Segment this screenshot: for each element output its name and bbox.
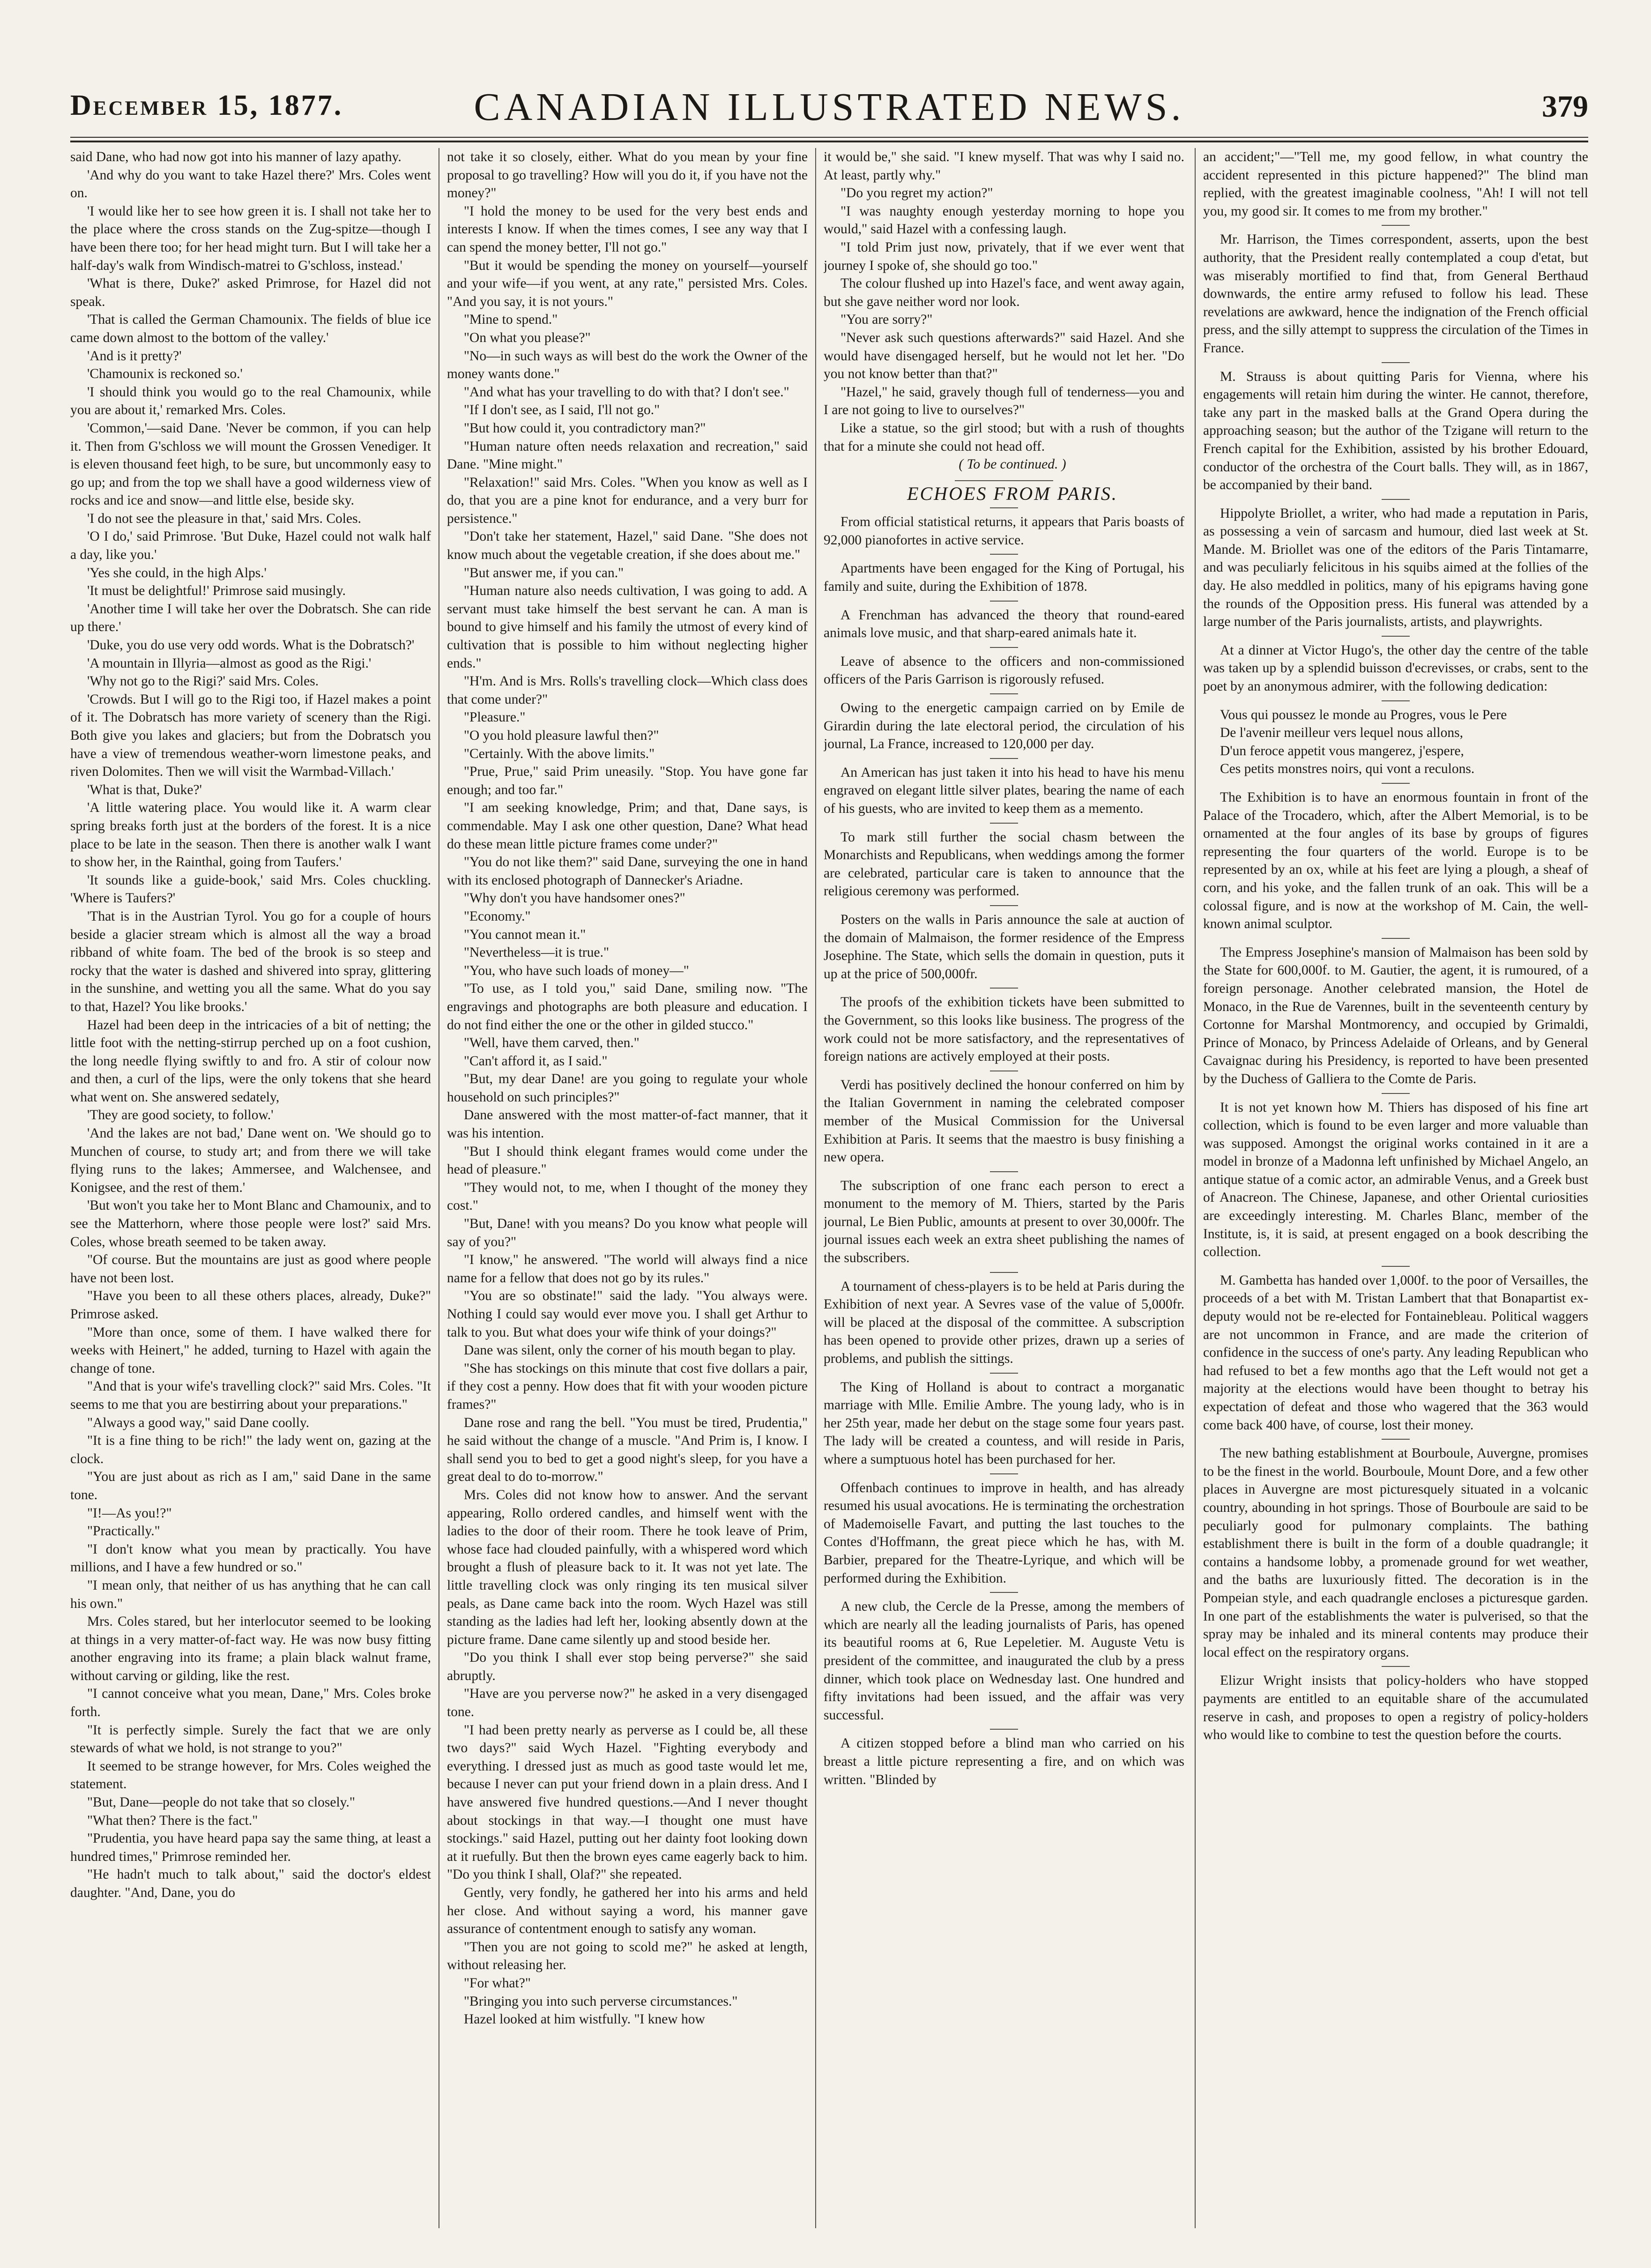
item-separator xyxy=(1382,499,1410,500)
paragraph: Dane answered with the most matter-of-fact manner, that it was his intention. xyxy=(447,1108,808,1141)
paragraph: It is not yet known how M. Thiers has disposed of his fine art collection, which is found to be even larger and more valuable than was supposed. Amongst the original works contained in it are a model in bronze of a Madonna left unfinished by Michael Angelo, an antique statue of a comic actor, an admirable Venus, and a Greek bust of Anacreon. The Chinese, Japanese, and other Oriental curiosities are exceedingly interesting. M. Charles Blanc, member of the Institute, is, it is said, at present engaged on a book describing the collection. xyxy=(1203,1100,1588,1260)
paragraph: De l'avenir meilleur vers lequel nous allons, xyxy=(1220,725,1463,741)
page-header xyxy=(70,70,1588,142)
paragraph: "You, who have such loads of money—" xyxy=(464,963,689,978)
paragraph: "I hold the money to be used for the very best ends and interests I know. If when the times comes, I see any way that I can spend the money better, I'll not go." xyxy=(447,203,808,255)
paragraph: 'I do not see the pleasure in that,' said Mrs. Coles. xyxy=(87,511,361,526)
paragraph: 'Why not go to the Rigi?' said Mrs. Coles. xyxy=(87,674,319,689)
item-separator xyxy=(1382,938,1410,939)
paragraph: "Why don't you have handsomer ones?" xyxy=(464,891,685,906)
paragraph: "I cannot conceive what you mean, Dane," Mrs. Coles broke forth. xyxy=(70,1686,431,1720)
paragraph: "No—in such ways as will best do the work the Owner of the money wants done." xyxy=(447,348,808,382)
header-date: December 15, 1877. xyxy=(70,89,343,121)
item-separator xyxy=(990,693,1018,694)
paragraph: "What then? There is the fact." xyxy=(87,1813,258,1828)
paragraph: Verdi has positively declined the honour conferred on him by the Italian Government in naming the celebrated composer member of the Musical Commission for the Universal Exhibition at Paris. It seems that the maestro is busy finishing a new opera. xyxy=(824,1077,1184,1165)
paragraph: "But, Dane—people do not take that so closely." xyxy=(87,1795,355,1810)
paragraph: "But, my dear Dane! are you going to regulate your whole household on such principles?" xyxy=(447,1071,808,1105)
item-separator xyxy=(1382,1266,1410,1267)
paragraph: 'And is it pretty?' xyxy=(87,348,182,364)
paragraph: Dane was silent, only the corner of his mouth began to play. xyxy=(464,1343,796,1358)
paragraph: The King of Holland is about to contract a morganatic marriage with Mlle. Emilie Ambre. The young lady, who is in her 25th year, made her debut on the stage some four years past. The lady will be created a countess, and will reside in Paris, where a sumptuous hotel has been purchased for her. xyxy=(824,1379,1184,1467)
paragraph: "Never ask such questions afterwards?" said Hazel. And she would have disengaged herself, but he would not let her. "Do you not know better than that?" xyxy=(824,330,1184,382)
paragraph: 'But won't you take her to Mont Blanc and Chamounix, and to see the Matterhorn, where those people were lost?' said Mrs. Coles, whose breath seemed to be taken away. xyxy=(70,1198,431,1249)
paragraph: Elizur Wright insists that policy-holders who have stopped payments are entitled to an equitable share of the accumulated reserve in cash, and proposes to open a registry of policy-holders who would like to combine to test the question before the courts. xyxy=(1203,1673,1588,1743)
paragraph: "More than once, some of them. I have walked there for weeks with Heinert," he added, turning to Hazel with again the change of tone. xyxy=(70,1324,431,1376)
paragraph: 'Chamounix is reckoned so.' xyxy=(87,366,243,382)
paragraph: An American has just taken it into his head to have his menu engraved on elegant little silver plates, bearing the name of each of his guests, who are invited to keep them as a memento. xyxy=(824,765,1184,816)
paragraph: "H'm. And is Mrs. Rolls's travelling clock—Which class does that come under?" xyxy=(447,674,808,707)
paragraph: Dane rose and rang the bell. "You must be tired, Prudentia," he said without the change of a muscle. "And Prim is, I know. I shall send you to bed to get a good night's sleep, for you have a great deal to do to-morrow." xyxy=(447,1415,808,1485)
paragraph: "But I should think elegant frames would come under the head of pleasure." xyxy=(447,1144,808,1177)
paragraph: 'It sounds like a guide-book,' said Mrs. Coles chuckling. 'Where is Taufers?' xyxy=(70,872,431,906)
item-separator xyxy=(990,1592,1018,1593)
paragraph: "For what?" xyxy=(464,1975,531,1991)
paragraph: "Prudentia, you have heard papa say the same thing, at least a hundred times," Primrose reminded her. xyxy=(70,1831,431,1864)
paragraph: 'A mountain in Illyria—almost as good as the Rigi.' xyxy=(87,655,372,671)
paragraph: To mark still further the social chasm between the Monarchists and Republicans, when weddings among the former are celebrated, particular care is taken to announce that the religious ceremony was performed. xyxy=(824,829,1184,899)
item-separator xyxy=(990,905,1018,906)
paragraph: "I don't know what you mean by practically. You have millions, and I have a few hundred or so." xyxy=(70,1541,431,1575)
column-divider xyxy=(815,148,816,2228)
paragraph: The new bathing establishment at Bourboule, Auvergne, promises to be the finest in the world. Bourboule, Mount Dore, and a few other places in Auvergne are most picturesquely situated in a volcanic country, abounding in hot springs. Those of Bourboule are said to be peculiarly good for pulmonary complaints. The bathing establishment there is built in the form of a double quadrangle; it contains a handsome lobby, a promenade ground for wet weather, and the baths are luxuriously fitted. The decoration is in the Pompeian style, and each quadrangle encloses a picturesque garden. In one part of the establishments the water is pulverised, so that the spray may be inhaled and its mineral contents may produce their local effect on the respiratory organs. xyxy=(1203,1446,1588,1660)
paragraph: "O you hold pleasure lawful then?" xyxy=(464,728,659,743)
paragraph: "But answer me, if you can." xyxy=(464,565,624,580)
paragraph: "Can't afford it, as I said." xyxy=(464,1053,608,1069)
item-separator xyxy=(990,554,1018,555)
paragraph: it would be," she said. "I knew myself. That was why I said no. At least, partly why." xyxy=(824,149,1184,183)
item-separator xyxy=(990,988,1018,989)
paragraph: A Frenchman has advanced the theory that round-eared animals love music, and that sharp-eared animals hate it. xyxy=(824,607,1184,641)
paragraph: D'un feroce appetit vous mangerez, j'espere, xyxy=(1220,743,1464,758)
item-separator xyxy=(990,1729,1018,1730)
columns xyxy=(70,148,1588,2228)
paragraph: "I am seeking knowledge, Prim; and that, Dane says, is commendable. May I ask one other question, Dane? What head do these mean little picture frames come under?" xyxy=(447,800,808,852)
paragraph: "Then you are not going to scold me?" he asked at length, without releasing her. xyxy=(447,1939,808,1973)
paragraph: "Relaxation!" said Mrs. Coles. "When you know as well as I do, that you are a pine knot for endurance, and a very burr for persistence." xyxy=(447,475,808,526)
paragraph: "Of course. But the mountains are just as good where people have not been lost. xyxy=(70,1252,431,1286)
paragraph: "She has stockings on this minute that cost five dollars a pair, if they cost a penny. How does that fit with your wooden picture frames?" xyxy=(447,1361,808,1412)
paragraph: "Hazel," he said, gravely though full of tenderness—you and I are not going to live to ourselves?" xyxy=(824,384,1184,418)
paragraph: A tournament of chess-players is to be held at Paris during the Exhibition of next year. A Sevres vase of the value of 5,000fr. will be placed at the disposal of the committee. A subscription has been opened to provide other prizes, drawn up a series of problems, and publish the sittings. xyxy=(824,1279,1184,1367)
paragraph: "I know," he answered. "The world will always find a nice name for a fellow that does not go by its rules." xyxy=(447,1252,808,1286)
paragraph: "But it would be spending the money on yourself—yourself and your wife—if you went, at any rate," persisted Mrs. Coles. "And you say, it is not yours." xyxy=(447,258,808,309)
paragraph: The subscription of one franc each person to erect a monument to the memory of M. Thiers, started by the Paris journal, Le Bien Public, amounts at present to over 30,000fr. The journal issues each week an extra sheet publishing the names of the subscribers. xyxy=(824,1178,1184,1266)
section-rule xyxy=(990,507,1018,508)
column-4 xyxy=(1203,148,1588,2228)
paragraph: 'It must be delightful!' Primrose said musingly. xyxy=(87,583,346,599)
paragraph: "Don't take her statement, Hazel," said Dane. "She does not know much about the vegetable creation, if she does about me." xyxy=(447,529,808,563)
paragraph: The Empress Josephine's mansion of Malmaison has been sold by the State for 600,000f. to M. Gautier, the agent, it is rumoured, of a foreign personage. Another celebrated mansion, the Hotel de Monaco, in the Rue de Varennes, built in the seventeenth century by Cortonne for Marshal Montmorency, and occupied by Grimaldi, Prince of Monaco, by Princess Adelaide of Orleans, and by General Cavaignac during his Presidency, is reported to have been presented by the Duchess of Galliera to the Comte de Paris. xyxy=(1203,944,1588,1086)
paragraph: not take it so closely, either. What do you mean by your fine proposal to go travelling? How will you do it, if you have not the money?" xyxy=(447,149,808,201)
header-title: CANADIAN ILLUSTRATED NEWS. xyxy=(474,85,1185,129)
paragraph: A citizen stopped before a blind man who carried on his breast a little picture representing a fire, and on which was written. "Blinded by xyxy=(824,1736,1184,1787)
column-3 xyxy=(824,148,1184,2228)
item-separator xyxy=(990,1171,1018,1172)
paragraph: "To use, as I told you," said Dane, smiling now. "The engravings and photographs are both pleasure and education. I do not find either the one or the other in gilded stucco." xyxy=(447,981,808,1033)
paragraph: 'And why do you want to take Hazel there?' Mrs. Coles went on. xyxy=(70,167,431,201)
paragraph: "Prue, Prue," said Prim uneasily. "Stop. You have gone far enough; and too far." xyxy=(447,764,808,797)
paragraph: M. Gambetta has handed over 1,000f. to the poor of Versailles, the proceeds of a bet with M. Tristan Lambert that that Bonapartist ex-deputy would not be re-elected for Fontainebleau. Political waggers are not uncommon in France, and are made the criterion of confidence in the success of one's party. Any leading Republican who had refused to bet a few months ago that the Left would not get a majority at the elections would have been thought to betray his expectation of defeat and those who wagered that the 363 would come back 400 have, of course, lost their money. xyxy=(1203,1272,1588,1433)
paragraph: 'They are good society, to follow.' xyxy=(87,1108,274,1123)
paragraph: At a dinner at Victor Hugo's, the other day the centre of the table was taken up by a splendid buisson d'ecrevisses, or crabs, sent to the poet by an anonymous admirer, with the following dedication: xyxy=(1203,642,1588,694)
item-separator xyxy=(990,1272,1018,1273)
paragraph: 'Yes she could, in the high Alps.' xyxy=(87,565,267,580)
item-separator xyxy=(1382,225,1410,226)
item-separator xyxy=(990,823,1018,824)
paragraph: 'A little watering place. You would like it. A warm clear spring breaks forth just at the borders of the forest. It is a nice place to be late in the season. Then there is another walk I want to show her, in the Rainthal, going from Taufers.' xyxy=(70,800,431,870)
item-separator xyxy=(990,758,1018,759)
paragraph: Hazel looked at him wistfully. "I knew how xyxy=(464,2012,705,2027)
item-separator xyxy=(990,1373,1018,1374)
paragraph: "I told Prim just now, privately, that if we ever went that journey I spoke of, she should go too." xyxy=(824,239,1184,273)
paragraph: Like a statue, so the girl stood; but with a rush of thoughts that for a minute she could not head off. xyxy=(824,420,1184,454)
item-separator xyxy=(1382,700,1410,701)
paragraph: Vous qui poussez le monde au Progres, vous le Pere xyxy=(1220,707,1507,722)
to-be-continued: ( To be continued. ) xyxy=(959,457,1066,472)
paragraph: "You are just about as rich as I am," said Dane in the same tone. xyxy=(70,1469,431,1502)
paragraph: "Human nature also needs cultivation, I was going to add. A servant must take himself the best servant he can. A man is bound to give himself and his family the utmost of every kind of cultivation that is possible to him without neglecting higher ends." xyxy=(447,583,808,671)
paragraph: Leave of absence to the officers and non-commissioned officers of the Paris Garrison is rigorously refused. xyxy=(824,654,1184,687)
paragraph: "I!—As you!?" xyxy=(87,1505,172,1521)
paragraph: 'I should think you would go to the real Chamounix, while you are about it,' remarked Mrs. Coles. xyxy=(70,384,431,418)
paragraph: It seemed to be strange however, for Mrs. Coles weighed the statement. xyxy=(70,1758,431,1792)
header-rule xyxy=(70,137,1588,138)
paragraph: Mr. Harrison, the Times correspondent, asserts, upon the best authority, that the President really contemplated a coup d'etat, but was miserably mortified to find that, from General Berthaud downwards, the entire army refused to follow his lead. These revelations are awkward, hence the indignation of the French official press, and the silly attempt to suppress the circulation of the Times in France. xyxy=(1203,232,1588,356)
paragraph: "You are sorry?" xyxy=(840,312,933,327)
paragraph: "Economy." xyxy=(464,908,531,924)
paragraph: "Well, have them carved, then." xyxy=(464,1035,640,1051)
paragraph: "Have you been to all these others places, already, Duke?" Primrose asked. xyxy=(70,1288,431,1322)
paragraph: "You are so obstinate!" said the lady. "You always were. Nothing I could say would ever move you. I shall get Arthur to talk to you. But what does your wife think of your doings?" xyxy=(447,1288,808,1340)
paragraph: "Do you regret my action?" xyxy=(840,186,993,201)
paragraph: Apartments have been engaged for the King of Portugal, his family and suite, during the Exhibition of 1878. xyxy=(824,561,1184,595)
paragraph: "Practically." xyxy=(87,1524,160,1539)
item-separator xyxy=(1382,636,1410,637)
paragraph: "Bringing you into such perverse circumstances." xyxy=(464,1993,738,2009)
paragraph: 'Common,'—said Dane. 'Never be common, if you can help it. Then from G'schloss we will mount the Grossen Venediger. It is eleven thousand feet high, to be sure, but uncommonly easy to go up; and from the top we shall have a good wilderness view of rocks and ice and snow—and little else, beside sky. xyxy=(70,420,431,508)
paragraph: "It is a fine thing to be rich!" the lady went on, gazing at the clock. xyxy=(70,1433,431,1466)
paragraph: "Pleasure." xyxy=(464,710,526,725)
paragraph: "Do you think I shall ever stop being perverse?" she said abruptly. xyxy=(447,1650,808,1683)
paragraph: 'O I do,' said Primrose. 'But Duke, Hazel could not walk half a day, like you.' xyxy=(70,529,431,563)
paragraph: Ces petits monstres noirs, qui vont a reculons. xyxy=(1220,761,1475,777)
paragraph: "You do not like them?" said Dane, surveying the one in hand with its enclosed photograph of Dannecker's Ariadne. xyxy=(447,855,808,888)
paragraph: 'Duke, you do use very odd words. What is the Dobratsch?' xyxy=(87,638,415,653)
paragraph: "On what you please?" xyxy=(464,330,591,345)
paragraph: The proofs of the exhibition tickets have been submitted to the Government, so this looks like business. The progress of the work could not be more satisfactory, and the representatives of foreign nations are actively employed at their posts. xyxy=(824,995,1184,1064)
column-2 xyxy=(447,148,808,2228)
paragraph: 'What is there, Duke?' asked Primrose, for Hazel did not speak. xyxy=(70,276,431,309)
paragraph: "I was naughty enough yesterday morning to hope you would," said Hazel with a confessing laugh. xyxy=(824,203,1184,237)
paragraph: "Mine to spend." xyxy=(464,312,558,327)
paragraph: 'Another time I will take her over the Dobratsch. She can ride up there.' xyxy=(70,601,431,635)
paragraph: 'And the lakes are not bad,' Dane went on. 'We should go to Munchen of course, to study art; and from there we will take flying runs to the lakes; Ammersee, and Walchensee, and Konigsee, and the rest of them.' xyxy=(70,1126,431,1195)
paragraph: "It is perfectly simple. Surely the fact that we are only stewards of what we hold, is not strange to you?" xyxy=(70,1722,431,1756)
paragraph: "But, Dane! with you means? Do you know what people will say of you?" xyxy=(447,1216,808,1249)
paragraph: "But how could it, you contradictory man?" xyxy=(464,420,706,436)
paragraph: From official statistical returns, it appears that Paris boasts of 92,000 pianofortes in active service. xyxy=(824,514,1184,548)
item-separator xyxy=(1382,1093,1410,1094)
item-separator xyxy=(1382,1666,1410,1667)
column-1 xyxy=(70,148,431,2228)
paragraph: "Have are you perverse now?" he asked in a very disengaged tone. xyxy=(447,1686,808,1720)
item-separator xyxy=(990,1473,1018,1474)
paragraph: "And what has your travelling to do with that? I don't see." xyxy=(464,384,789,400)
echoes-items xyxy=(824,513,1184,1789)
header-page-number: 379 xyxy=(1542,89,1588,124)
paragraph: The Exhibition is to have an enormous fountain in front of the Palace of the Trocadero, which, after the Albert Memorial, is to be ornamented at the four angles of its base by groups of figures representing the four quarters of the world. Europe is to be represented by an ox, while at his feet are lying a plough, a sheaf of corn, and his yoke, and the fallen trunk of an oak. This will be a colossal figure, and is now at the workshop of M. Cain, the well-known animal sculptor. xyxy=(1203,790,1588,932)
paragraph: an accident;"—"Tell me, my good fellow, in what country the accident represented in this picture happened?" The blind man replied, with the greatest imaginable coolness, "Ah! I will not tell you, my good sir. It comes to me from my brother." xyxy=(1203,149,1588,219)
paragraph: Hippolyte Briollet, a writer, who had made a reputation in Paris, as possessing a vein of sarcasm and humour, died last week at St. Mande. M. Briollet was one of the editors of the Paris Tintamarre, and was peculiarly felicitous in his squibs aimed at the follies of the day. He also meddled in politics, many of his epigrams having gone the rounds of the Opposition press. His funeral was attended by a large number of the Paris journalists, artists, and playwrights. xyxy=(1203,506,1588,630)
paragraph: 'What is that, Duke?' xyxy=(87,782,202,797)
paragraph: Mrs. Coles did not know how to answer. And the servant appearing, Rollo ordered candles, and himself went with the ladies to the door of their room. There he took leave of Prim, whose face had clouded painfully, with a whispered word which brought a flush of pleasure back to it. It was not yet late. The little travelling clock was only ringing its ten musical silver peals, as Dane came back into the room. Wych Hazel was still standing as the ladies had left her, looking absently down at the picture frame. Dane came silently up and stood beside her. xyxy=(447,1487,808,1647)
paragraph: Mrs. Coles stared, but her interlocutor seemed to be looking at things in a very matter-of-fact way. He was now busy fitting another engraving into its frame; a plain black walnut frame, without carving or gilding, like the rest. xyxy=(70,1614,431,1683)
paragraph: "I mean only, that neither of us has anything that he can call his own." xyxy=(70,1577,431,1611)
paragraph: 'That is in the Austrian Tyrol. You go for a couple of hours beside a glacier stream which is almost all the way a broad ribband of white foam. The bed of the brook is so steep and rocky that the water is dashed and shivered into spray, glittering in the sunshine, and wetting you all the same. What do you say to that, Hazel? You like brooks.' xyxy=(70,908,431,1014)
item-separator xyxy=(990,647,1018,648)
item-separator xyxy=(1382,1439,1410,1440)
paragraph: "If I don't see, as I said, I'll not go." xyxy=(464,402,660,418)
paragraph: said Dane, who had now got into his manner of lazy apathy. xyxy=(70,149,402,164)
item-separator xyxy=(990,601,1018,602)
paragraph: A new club, the Cercle de la Presse, among the members of which are nearly all the leading journalists of Paris, has opened its beautiful rooms at 6, Rue Lepeletier. M. Auguste Vetu is president of the committee, and inaugurated the club by a press dinner, which took place on Wednesday last. One hundred and fifty invitations had been issued, and the affair was very successful. xyxy=(824,1599,1184,1723)
paragraph: 'That is called the German Chamounix. The fields of blue ice came down almost to the bottom of the valley.' xyxy=(70,312,431,345)
item-separator xyxy=(1382,362,1410,363)
paragraph: Posters on the walls in Paris announce the sale at auction of the domain of Malmaison, the former residence of the Empress Josephine. The State, which sells the domain in question, puts it up at the price of 500,000fr. xyxy=(824,912,1184,982)
paragraph: 'I would like her to see how green it is. I shall not take her to the place where the cross stands on the Zug-spitze—though I have been there too; for her head might turn. But I will take her a half-day's walk from Windisch-matrei to G'schloss, instead.' xyxy=(70,203,431,273)
paragraph: "You cannot mean it." xyxy=(464,927,586,942)
echoes-heading: ECHOES FROM PARIS. xyxy=(907,483,1118,504)
paragraph: "Nevertheless—it is true." xyxy=(464,945,609,960)
paragraph: "Human nature often needs relaxation and recreation," said Dane. "Mine might." xyxy=(447,439,808,472)
paragraph: Gently, very fondly, he gathered her into his arms and held her close. And without saying a word, his manner gave assurance of contentment enough to satisfy any woman. xyxy=(447,1885,808,1937)
paragraph: "They would not, to me, when I thought of the money they cost." xyxy=(447,1180,808,1213)
paragraph: "And that is your wife's travelling clock?" said Mrs. Coles. "It seems to me that you are bestirring about your preparations." xyxy=(70,1379,431,1412)
story-continuation xyxy=(824,148,1184,455)
paragraph: 'Crowds. But I will go to the Rigi too, if Hazel makes a point of it. The Dobratsch has more variety of scenery than the Rigi. Both give you lakes and glaciers; but from the Dobratsch you have a view of tremendous weather-worn limestone peaks, and riven Dolomites. Then we will visit the Warmbad-Villach.' xyxy=(70,692,431,780)
paragraph: Owing to the energetic campaign carried on by Emile de Girardin during the late electoral period, the circulation of his journal, La France, increased to 120,000 per day. xyxy=(824,700,1184,752)
paragraph: The colour flushed up into Hazel's face, and went away again, but she gave neither word nor look. xyxy=(824,276,1184,309)
paragraph: Hazel had been deep in the intricacies of a bit of netting; the little foot with the netting-stirrup perched up on a foot cushion, the long needle flying swiftly to and fro. A stir of colour now and then, a curl of the lips, were the only tokens that she heard what went on. She answered sedately, xyxy=(70,1017,431,1105)
paragraph: Offenbach continues to improve in health, and has already resumed his usual avocations. He is terminating the orchestration of Mademoiselle Favart, and putting the last touches to the Contes d'Hoffmann, the great piece which he has, with M. Barbier, prepared for the Theatre-Lyrique, and which will be performed during the Exhibition. xyxy=(824,1480,1184,1586)
item-separator xyxy=(1382,783,1410,784)
paragraph: "He hadn't much to talk about," said the doctor's eldest daughter. "And, Dane, you do xyxy=(70,1867,431,1900)
paragraph: "Certainly. With the above limits." xyxy=(464,746,655,761)
column-divider xyxy=(1195,148,1196,2228)
paragraph: M. Strauss is about quitting Paris for Vienna, where his engagements will retain him during the winter. He cannot, therefore, take any part in the masked balls at the Grand Opera during the approaching season; but the author of the Tzigane will return to the French capital for the Exhibition, assisted by his brother Edouard, conductor of the orchestra of the Court balls. They will, as in 1867, be accompanied by their band. xyxy=(1203,369,1588,493)
paragraph: "Always a good way," said Dane coolly. xyxy=(87,1415,310,1430)
paragraph: "I had been pretty nearly as perverse as I could be, all these two days?" said Wych Hazel. "Fighting everybody and everything. I dressed just as much as good taste would let me, because I never can put your friend down in a plain dress. And I have answered five hundred questions.—And I never thought about stockings in that way.—I thought one must have stockings." said Hazel, putting out her dainty foot looking down at it ruefully. But then the brown eyes came eagerly back to him. "Do you think I shall, Olaf?" she repeated. xyxy=(447,1722,808,1882)
section-rule xyxy=(955,480,1053,481)
